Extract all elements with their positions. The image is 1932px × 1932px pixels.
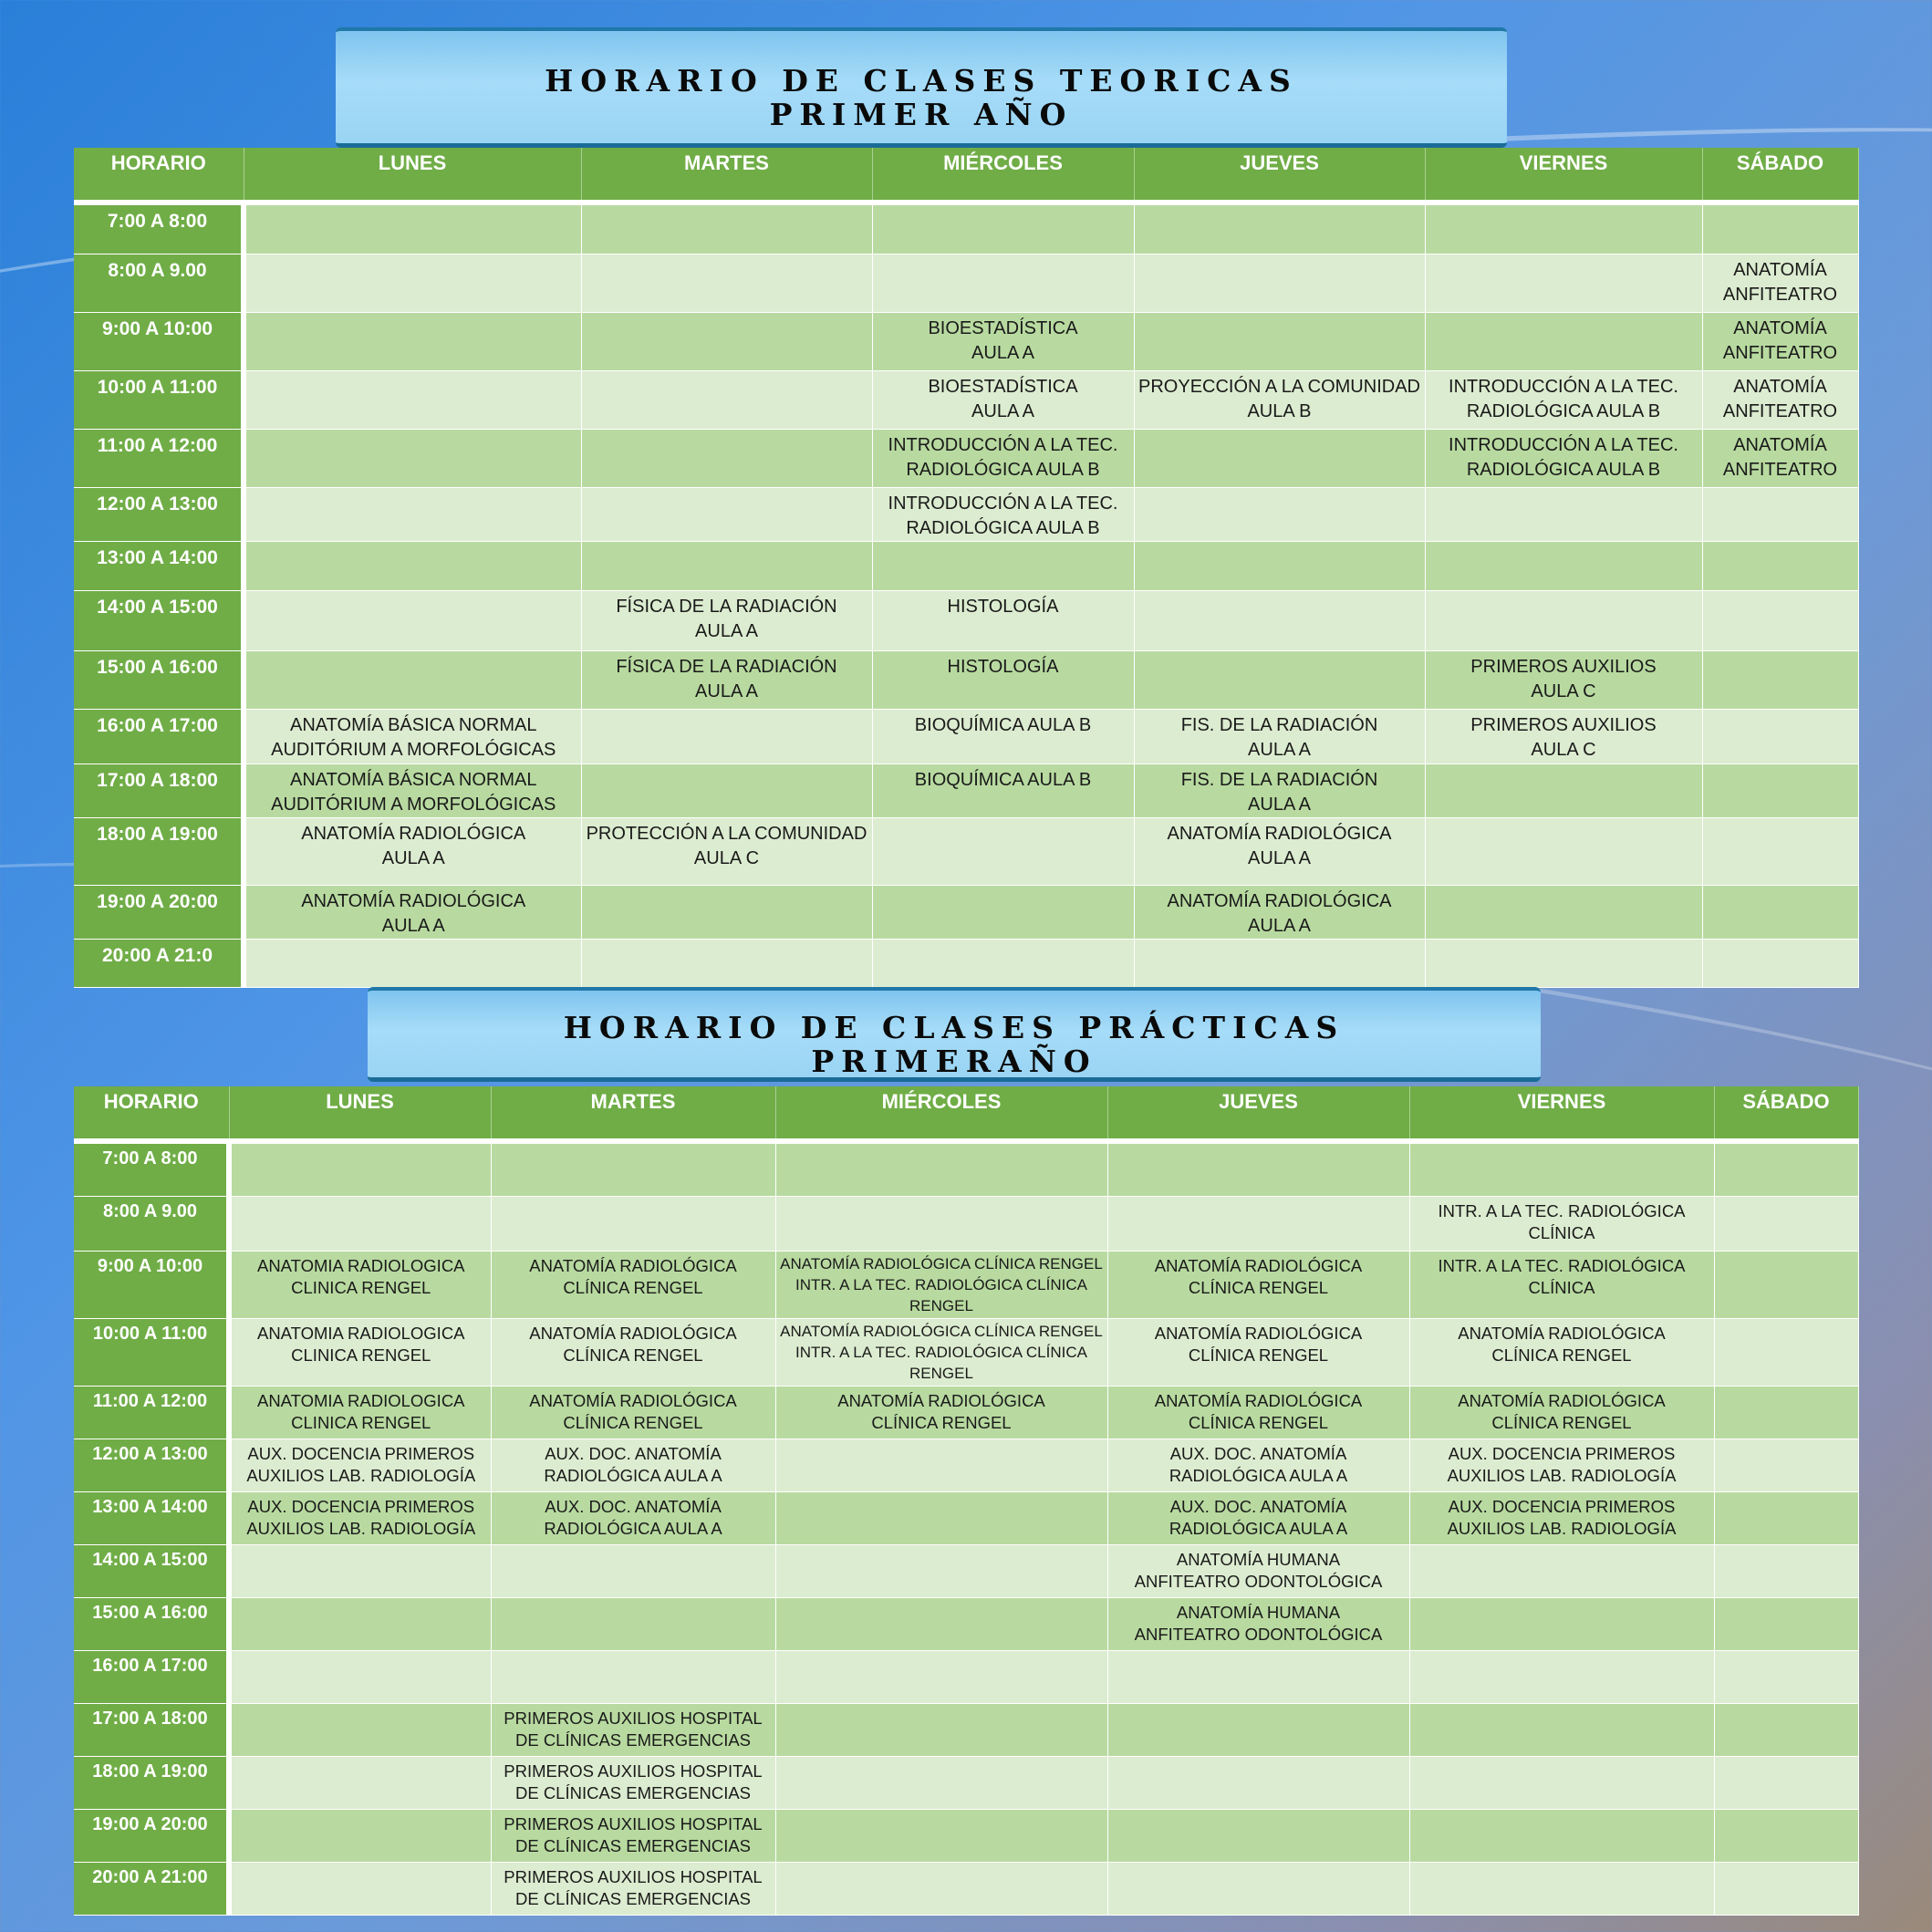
class-cell-sabado: [1714, 1703, 1858, 1756]
class-cell-lunes: [244, 939, 581, 987]
class-cell-martes: [581, 370, 872, 429]
time-slot: 11:00 A 12:00: [74, 429, 244, 487]
time-slot: 17:00 A 18:00: [74, 1703, 229, 1756]
class-cell-sabado: [1714, 1439, 1858, 1491]
class-cell-jueves: ANATOMÍA RADIOLÓGICA CLÍNICA RENGEL: [1107, 1251, 1409, 1318]
class-cell-martes: FÍSICA DE LA RADIACIÓN AULA A: [581, 650, 872, 709]
table-row: [74, 1809, 1858, 1862]
class-cell-martes: ANATOMÍA RADIOLÓGICA CLÍNICA RENGEL: [491, 1318, 775, 1386]
class-cell-viernes: [1425, 203, 1702, 254]
class-cell-sabado: [1714, 1650, 1858, 1703]
class-cell-jueves: ANATOMÍA RADIOLÓGICA CLÍNICA RENGEL: [1107, 1386, 1409, 1439]
class-cell-viernes: PRIMEROS AUXILIOS AULA C: [1425, 709, 1702, 763]
class-cell-jueves: ANATOMÍA RADIOLÓGICA AULA A: [1134, 817, 1425, 885]
class-cell-lunes: ANATOMÍA BÁSICA NORMAL AUDITÓRIUM A MORFOLÓGICAS: [244, 709, 581, 763]
time-slot: 16:00 A 17:00: [74, 1650, 229, 1703]
class-cell-lunes: [229, 1597, 491, 1650]
class-cell-viernes: [1425, 590, 1702, 650]
class-cell-jueves: [1134, 429, 1425, 487]
class-cell-martes: [581, 203, 872, 254]
time-slot: 7:00 A 8:00: [74, 203, 244, 254]
class-cell-viernes: [1425, 817, 1702, 885]
time-slot: 7:00 A 8:00: [74, 1141, 229, 1196]
time-slot: 14:00 A 15:00: [74, 1544, 229, 1597]
practicas-header-martes: MARTES: [491, 1086, 775, 1141]
table-row: [74, 1196, 1858, 1251]
class-cell-viernes: AUX. DOCENCIA PRIMEROS AUXILIOS LAB. RADIOLOGÍA: [1409, 1491, 1714, 1544]
class-cell-miercoles: [775, 1439, 1107, 1491]
class-cell-viernes: [1409, 1597, 1714, 1650]
class-cell-sabado: [1714, 1491, 1858, 1544]
table-row: [74, 203, 1858, 254]
table-row: [74, 541, 1858, 590]
time-slot: 14:00 A 15:00: [74, 590, 244, 650]
table-row: [74, 650, 1858, 709]
table-row: [74, 1703, 1858, 1756]
class-cell-sabado: [1702, 763, 1858, 817]
table-row: [74, 885, 1858, 939]
class-cell-jueves: ANATOMÍA RADIOLÓGICA CLÍNICA RENGEL: [1107, 1318, 1409, 1386]
class-cell-viernes: [1409, 1862, 1714, 1915]
class-cell-miercoles: [775, 1809, 1107, 1862]
class-cell-lunes: [229, 1544, 491, 1597]
class-cell-viernes: PRIMEROS AUXILIOS AULA C: [1425, 650, 1702, 709]
class-cell-martes: [581, 709, 872, 763]
class-cell-miercoles: [775, 1597, 1107, 1650]
class-cell-jueves: [1134, 939, 1425, 987]
table-row: [74, 817, 1858, 885]
time-slot: 19:00 A 20:00: [74, 1809, 229, 1862]
class-cell-martes: [581, 429, 872, 487]
class-cell-miercoles: [872, 817, 1134, 885]
class-cell-viernes: [1425, 885, 1702, 939]
class-cell-viernes: INTR. A LA TEC. RADIOLÓGICA CLÍNICA: [1409, 1196, 1714, 1251]
class-cell-jueves: [1107, 1650, 1409, 1703]
class-cell-miercoles: INTRODUCCIÓN A LA TEC. RADIOLÓGICA AULA B: [872, 487, 1134, 541]
time-slot: 18:00 A 19:00: [74, 817, 244, 885]
class-cell-miercoles: [775, 1703, 1107, 1756]
table-row: [74, 1862, 1858, 1915]
table-row: [74, 590, 1858, 650]
class-cell-martes: AUX. DOC. ANATOMÍA RADIOLÓGICA AULA A: [491, 1439, 775, 1491]
class-cell-lunes: [229, 1141, 491, 1196]
class-cell-jueves: [1107, 1756, 1409, 1809]
class-cell-viernes: INTRODUCCIÓN A LA TEC. RADIOLÓGICA AULA B: [1425, 370, 1702, 429]
class-cell-viernes: INTRODUCCIÓN A LA TEC. RADIOLÓGICA AULA B: [1425, 429, 1702, 487]
class-cell-lunes: ANATOMÍA BÁSICA NORMAL AUDITÓRIUM A MORFOLÓGICAS: [244, 763, 581, 817]
class-cell-miercoles: [872, 885, 1134, 939]
class-cell-lunes: [244, 650, 581, 709]
teoricas-header-viernes: VIERNES: [1425, 148, 1702, 203]
class-cell-jueves: AUX. DOC. ANATOMÍA RADIOLÓGICA AULA A: [1107, 1491, 1409, 1544]
practicas-header-sabado: SÁBADO: [1714, 1086, 1858, 1141]
practicas-title-banner: [368, 987, 1541, 1082]
time-slot: 19:00 A 20:00: [74, 885, 244, 939]
class-cell-sabado: [1714, 1809, 1858, 1862]
class-cell-martes: ANATOMÍA RADIOLÓGICA CLÍNICA RENGEL: [491, 1386, 775, 1439]
class-cell-jueves: [1134, 487, 1425, 541]
class-cell-lunes: [229, 1650, 491, 1703]
class-cell-viernes: AUX. DOCENCIA PRIMEROS AUXILIOS LAB. RADIOLOGÍA: [1409, 1439, 1714, 1491]
class-cell-sabado: ANATOMÍA ANFITEATRO: [1702, 429, 1858, 487]
class-cell-martes: PRIMEROS AUXILIOS HOSPITAL DE CLÍNICAS EMERGENCIAS: [491, 1862, 775, 1915]
class-cell-sabado: [1714, 1544, 1858, 1597]
time-slot: 15:00 A 16:00: [74, 1597, 229, 1650]
class-cell-sabado: ANATOMÍA ANFITEATRO: [1702, 370, 1858, 429]
class-cell-lunes: ANATOMIA RADIOLOGICA CLINICA RENGEL: [229, 1318, 491, 1386]
class-cell-martes: [581, 763, 872, 817]
class-cell-jueves: [1134, 590, 1425, 650]
class-cell-lunes: [229, 1756, 491, 1809]
class-cell-sabado: [1702, 939, 1858, 987]
class-cell-jueves: [1134, 203, 1425, 254]
class-cell-miercoles: [872, 939, 1134, 987]
practicas-header-miercoles: MIÉRCOLES: [775, 1086, 1107, 1141]
table-row: [74, 254, 1858, 312]
class-cell-miercoles: [775, 1491, 1107, 1544]
time-slot: 11:00 A 12:00: [74, 1386, 229, 1439]
class-cell-miercoles: [775, 1141, 1107, 1196]
class-cell-martes: PRIMEROS AUXILIOS HOSPITAL DE CLÍNICAS EMERGENCIAS: [491, 1703, 775, 1756]
class-cell-viernes: [1425, 939, 1702, 987]
class-cell-jueves: [1107, 1196, 1409, 1251]
table-row: [74, 1318, 1858, 1386]
class-cell-sabado: ANATOMÍA ANFITEATRO: [1702, 254, 1858, 312]
class-cell-lunes: AUX. DOCENCIA PRIMEROS AUXILIOS LAB. RADIOLOGÍA: [229, 1439, 491, 1491]
class-cell-jueves: [1134, 650, 1425, 709]
class-cell-miercoles: HISTOLOGÍA: [872, 590, 1134, 650]
teoricas-header-martes: MARTES: [581, 148, 872, 203]
class-cell-lunes: ANATOMÍA RADIOLÓGICA AULA A: [244, 817, 581, 885]
practicas-schedule-table: [74, 1086, 1859, 1916]
practicas-header-viernes: VIERNES: [1409, 1086, 1714, 1141]
teoricas-title-banner: [336, 27, 1507, 148]
class-cell-sabado: [1702, 487, 1858, 541]
class-cell-viernes: [1425, 487, 1702, 541]
class-cell-jueves: [1107, 1703, 1409, 1756]
class-cell-lunes: [244, 429, 581, 487]
class-cell-sabado: [1702, 650, 1858, 709]
class-cell-jueves: AUX. DOC. ANATOMÍA RADIOLÓGICA AULA A: [1107, 1439, 1409, 1491]
class-cell-viernes: [1409, 1703, 1714, 1756]
table-row: [74, 487, 1858, 541]
class-cell-martes: [581, 487, 872, 541]
table-row: [74, 370, 1858, 429]
class-cell-jueves: [1134, 312, 1425, 370]
class-cell-viernes: [1409, 1141, 1714, 1196]
teoricas-header-lunes: LUNES: [244, 148, 581, 203]
class-cell-lunes: AUX. DOCENCIA PRIMEROS AUXILIOS LAB. RADIOLOGÍA: [229, 1491, 491, 1544]
class-cell-sabado: [1702, 590, 1858, 650]
teoricas-header-jueves: JUEVES: [1134, 148, 1425, 203]
table-row: [74, 939, 1858, 987]
table-row: [74, 709, 1858, 763]
table-row: [74, 1756, 1858, 1809]
time-slot: 10:00 A 11:00: [74, 370, 244, 429]
class-cell-sabado: [1714, 1597, 1858, 1650]
practicas-header-jueves: JUEVES: [1107, 1086, 1409, 1141]
class-cell-martes: FÍSICA DE LA RADIACIÓN AULA A: [581, 590, 872, 650]
time-slot: 20:00 A 21:00: [74, 1862, 229, 1915]
class-cell-lunes: [229, 1862, 491, 1915]
class-cell-martes: [581, 939, 872, 987]
class-cell-jueves: [1107, 1141, 1409, 1196]
teoricas-header-miercoles: MIÉRCOLES: [872, 148, 1134, 203]
class-cell-martes: [581, 541, 872, 590]
practicas-title-line2: PRIMERAÑO: [811, 1044, 1097, 1079]
class-cell-lunes: [229, 1809, 491, 1862]
table-row: [74, 1251, 1858, 1318]
class-cell-martes: [491, 1597, 775, 1650]
class-cell-miercoles: [775, 1196, 1107, 1251]
class-cell-sabado: [1702, 709, 1858, 763]
class-cell-viernes: ANATOMÍA RADIOLÓGICA CLÍNICA RENGEL: [1409, 1386, 1714, 1439]
class-cell-miercoles: [775, 1862, 1107, 1915]
table-row: [74, 1650, 1858, 1703]
class-cell-lunes: [229, 1703, 491, 1756]
class-cell-lunes: [244, 487, 581, 541]
time-slot: 13:00 A 14:00: [74, 1491, 229, 1544]
table-row: [74, 1544, 1858, 1597]
class-cell-miercoles: [775, 1650, 1107, 1703]
class-cell-viernes: ANATOMÍA RADIOLÓGICA CLÍNICA RENGEL: [1409, 1318, 1714, 1386]
time-slot: 9:00 A 10:00: [74, 312, 244, 370]
class-cell-miercoles: ANATOMÍA RADIOLÓGICA CLÍNICA RENGEL INTR. A LA TEC. RADIOLÓGICA CLÍNICA RENGEL: [775, 1251, 1107, 1318]
class-cell-sabado: ANATOMÍA ANFITEATRO: [1702, 312, 1858, 370]
class-cell-lunes: [244, 203, 581, 254]
class-cell-martes: ANATOMÍA RADIOLÓGICA CLÍNICA RENGEL: [491, 1251, 775, 1318]
class-cell-miercoles: BIOESTADÍSTICA AULA A: [872, 312, 1134, 370]
class-cell-sabado: [1714, 1141, 1858, 1196]
time-slot: 8:00 A 9.00: [74, 1196, 229, 1251]
practicas-header-horario: HORARIO: [74, 1086, 229, 1141]
time-slot: 18:00 A 19:00: [74, 1756, 229, 1809]
class-cell-jueves: ANATOMÍA HUMANA ANFITEATRO ODONTOLÓGICA: [1107, 1544, 1409, 1597]
table-row: [74, 1597, 1858, 1650]
time-slot: 13:00 A 14:00: [74, 541, 244, 590]
class-cell-viernes: [1425, 312, 1702, 370]
practicas-header-lunes: LUNES: [229, 1086, 491, 1141]
time-slot: 8:00 A 9.00: [74, 254, 244, 312]
class-cell-miercoles: INTRODUCCIÓN A LA TEC. RADIOLÓGICA AULA B: [872, 429, 1134, 487]
class-cell-sabado: [1714, 1862, 1858, 1915]
class-cell-lunes: [244, 312, 581, 370]
class-cell-lunes: [244, 590, 581, 650]
class-cell-miercoles: [872, 254, 1134, 312]
class-cell-martes: AUX. DOC. ANATOMÍA RADIOLÓGICA AULA A: [491, 1491, 775, 1544]
class-cell-martes: [581, 254, 872, 312]
class-cell-miercoles: [775, 1544, 1107, 1597]
time-slot: 12:00 A 13:00: [74, 1439, 229, 1491]
teoricas-title-line2: PRIMER AÑO: [769, 97, 1074, 132]
class-cell-martes: [491, 1544, 775, 1597]
class-cell-viernes: [1425, 763, 1702, 817]
class-cell-martes: PROTECCIÓN A LA COMUNIDAD AULA C: [581, 817, 872, 885]
class-cell-miercoles: ANATOMÍA RADIOLÓGICA CLÍNICA RENGEL: [775, 1386, 1107, 1439]
time-slot: 12:00 A 13:00: [74, 487, 244, 541]
class-cell-lunes: [244, 254, 581, 312]
class-cell-miercoles: [872, 541, 1134, 590]
class-cell-lunes: ANATOMÍA RADIOLÓGICA AULA A: [244, 885, 581, 939]
class-cell-viernes: INTR. A LA TEC. RADIOLÓGICA CLÍNICA: [1409, 1251, 1714, 1318]
table-row: [74, 763, 1858, 817]
class-cell-sabado: [1714, 1251, 1858, 1318]
class-cell-martes: [491, 1650, 775, 1703]
class-cell-miercoles: BIOQUÍMICA AULA B: [872, 763, 1134, 817]
class-cell-jueves: PROYECCIÓN A LA COMUNIDAD AULA B: [1134, 370, 1425, 429]
practicas-title-line1: HORARIO DE CLASES PRÁCTICAS: [563, 1010, 1345, 1045]
class-cell-sabado: [1714, 1196, 1858, 1251]
table-row: [74, 1491, 1858, 1544]
class-cell-miercoles: [872, 203, 1134, 254]
class-cell-miercoles: ANATOMÍA RADIOLÓGICA CLÍNICA RENGEL INTR. A LA TEC. RADIOLÓGICA CLÍNICA RENGEL: [775, 1318, 1107, 1386]
class-cell-jueves: ANATOMÍA HUMANA ANFITEATRO ODONTOLÓGICA: [1107, 1597, 1409, 1650]
time-slot: 17:00 A 18:00: [74, 763, 244, 817]
class-cell-martes: PRIMEROS AUXILIOS HOSPITAL DE CLÍNICAS EMERGENCIAS: [491, 1809, 775, 1862]
class-cell-lunes: [229, 1196, 491, 1251]
class-cell-lunes: [244, 370, 581, 429]
class-cell-sabado: [1702, 541, 1858, 590]
class-cell-viernes: [1409, 1650, 1714, 1703]
class-cell-lunes: [244, 541, 581, 590]
teoricas-schedule-table: [74, 148, 1859, 988]
time-slot: 20:00 A 21:0: [74, 939, 244, 987]
class-cell-sabado: [1714, 1756, 1858, 1809]
class-cell-viernes: [1409, 1544, 1714, 1597]
time-slot: 15:00 A 16:00: [74, 650, 244, 709]
time-slot: 10:00 A 11:00: [74, 1318, 229, 1386]
table-row: [74, 1386, 1858, 1439]
class-cell-sabado: [1714, 1318, 1858, 1386]
class-cell-jueves: ANATOMÍA RADIOLÓGICA AULA A: [1134, 885, 1425, 939]
table-row: [74, 429, 1858, 487]
class-cell-miercoles: HISTOLOGÍA: [872, 650, 1134, 709]
class-cell-martes: PRIMEROS AUXILIOS HOSPITAL DE CLÍNICAS EMERGENCIAS: [491, 1756, 775, 1809]
class-cell-viernes: [1409, 1809, 1714, 1862]
table-row: [74, 1439, 1858, 1491]
class-cell-jueves: [1107, 1862, 1409, 1915]
class-cell-martes: [491, 1196, 775, 1251]
class-cell-miercoles: [775, 1756, 1107, 1809]
class-cell-viernes: [1425, 254, 1702, 312]
class-cell-sabado: [1702, 885, 1858, 939]
class-cell-sabado: [1702, 203, 1858, 254]
teoricas-title-line1: HORARIO DE CLASES TEORICAS: [545, 63, 1298, 99]
class-cell-jueves: FIS. DE LA RADIACIÓN AULA A: [1134, 763, 1425, 817]
class-cell-sabado: [1714, 1386, 1858, 1439]
table-row: [74, 1141, 1858, 1196]
class-cell-martes: [581, 885, 872, 939]
class-cell-viernes: [1409, 1756, 1714, 1809]
teoricas-header-sabado: SÁBADO: [1702, 148, 1858, 203]
class-cell-lunes: ANATOMIA RADIOLOGICA CLINICA RENGEL: [229, 1251, 491, 1318]
class-cell-viernes: [1425, 541, 1702, 590]
class-cell-jueves: [1134, 254, 1425, 312]
class-cell-jueves: FIS. DE LA RADIACIÓN AULA A: [1134, 709, 1425, 763]
class-cell-martes: [491, 1141, 775, 1196]
time-slot: 16:00 A 17:00: [74, 709, 244, 763]
class-cell-lunes: ANATOMIA RADIOLOGICA CLINICA RENGEL: [229, 1386, 491, 1439]
class-cell-martes: [581, 312, 872, 370]
time-slot: 9:00 A 10:00: [74, 1251, 229, 1318]
class-cell-sabado: [1702, 817, 1858, 885]
table-row: [74, 312, 1858, 370]
class-cell-jueves: [1134, 541, 1425, 590]
teoricas-header-horario: HORARIO: [74, 148, 244, 203]
class-cell-miercoles: BIOQUÍMICA AULA B: [872, 709, 1134, 763]
class-cell-miercoles: BIOESTADÍSTICA AULA A: [872, 370, 1134, 429]
class-cell-jueves: [1107, 1809, 1409, 1862]
